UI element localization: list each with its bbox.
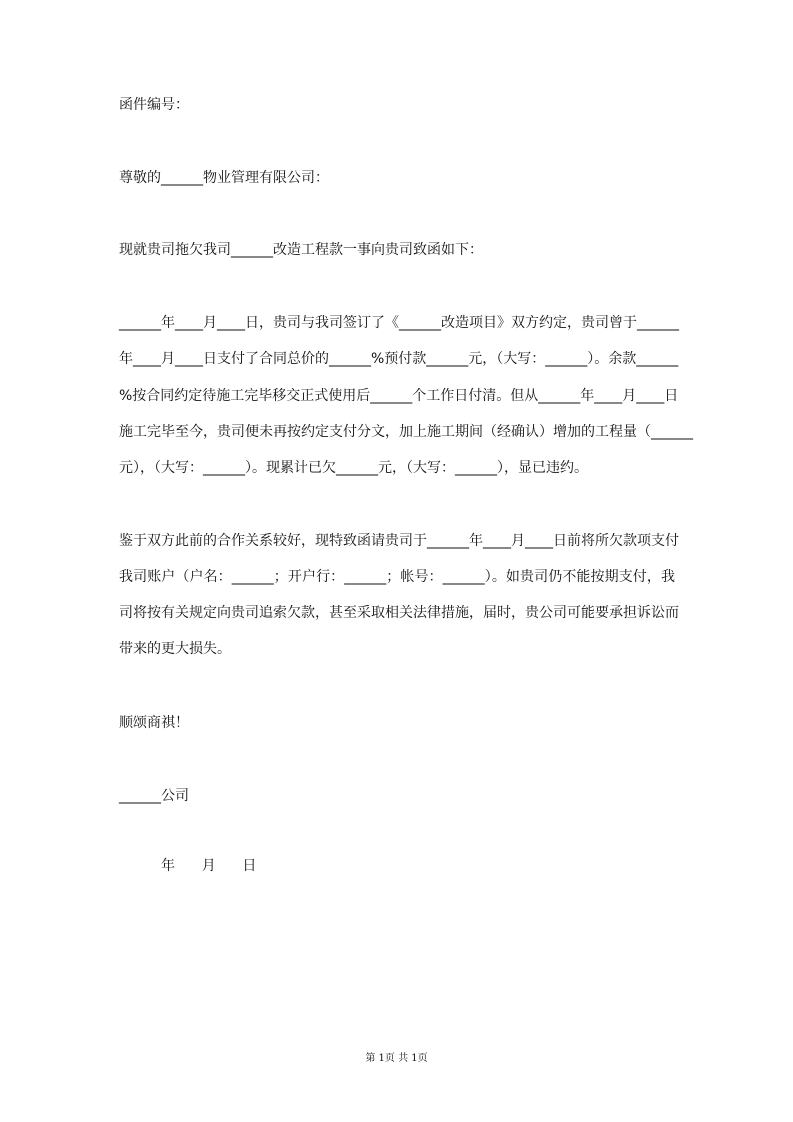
paragraph-line: 司将按有关规定向贵司追索欠款，甚至采取相关法律措施，届时，贵公司可能要承担诉讼而	[119, 605, 679, 621]
paragraph-line: ______年____月____日，贵司与我司签订了《______改造项目》双方约定，贵司曾于______	[119, 315, 679, 331]
paragraph-line: 年____月____日支付了合同总价的______%预付款______元，（大写：______）。余款______	[119, 351, 679, 367]
salutation: 尊敬的______物业管理有限公司：	[119, 170, 329, 186]
closing-line: 顺颂商祺！	[119, 715, 189, 731]
paragraph-line: 元），（大写：______）。现累计已欠______元，（大写：______），显已违约。	[119, 460, 588, 476]
signature-date: 年 月 日	[161, 858, 257, 874]
paragraph-line: 我司账户（户名：______；开户行：______；帐号：______）。如贵司仍不能按期支付，我	[119, 569, 675, 585]
intro-line: 现就贵司拖欠我司______改造工程款一事向贵司致函如下：	[119, 242, 483, 258]
paragraph-line: 施工完毕至今，贵司便未再按约定支付分文，加上施工期间（经确认）增加的工程量（______	[119, 424, 693, 440]
paragraph-line: %按合同约定待施工完毕移交正式使用后______个工作日付清。但从______年____月____日	[119, 388, 679, 404]
signature-company: ______公司	[119, 788, 189, 804]
document-number-label: 函件编号：	[119, 97, 189, 113]
paragraph-line: 鉴于双方此前的合作关系较好，现特致函请贵司于______年____月____日前将所欠款项支付	[119, 533, 679, 549]
page-footer: 第 1页 共 1页	[365, 1053, 428, 1064]
paragraph-line: 带来的更大损失。	[119, 641, 231, 657]
